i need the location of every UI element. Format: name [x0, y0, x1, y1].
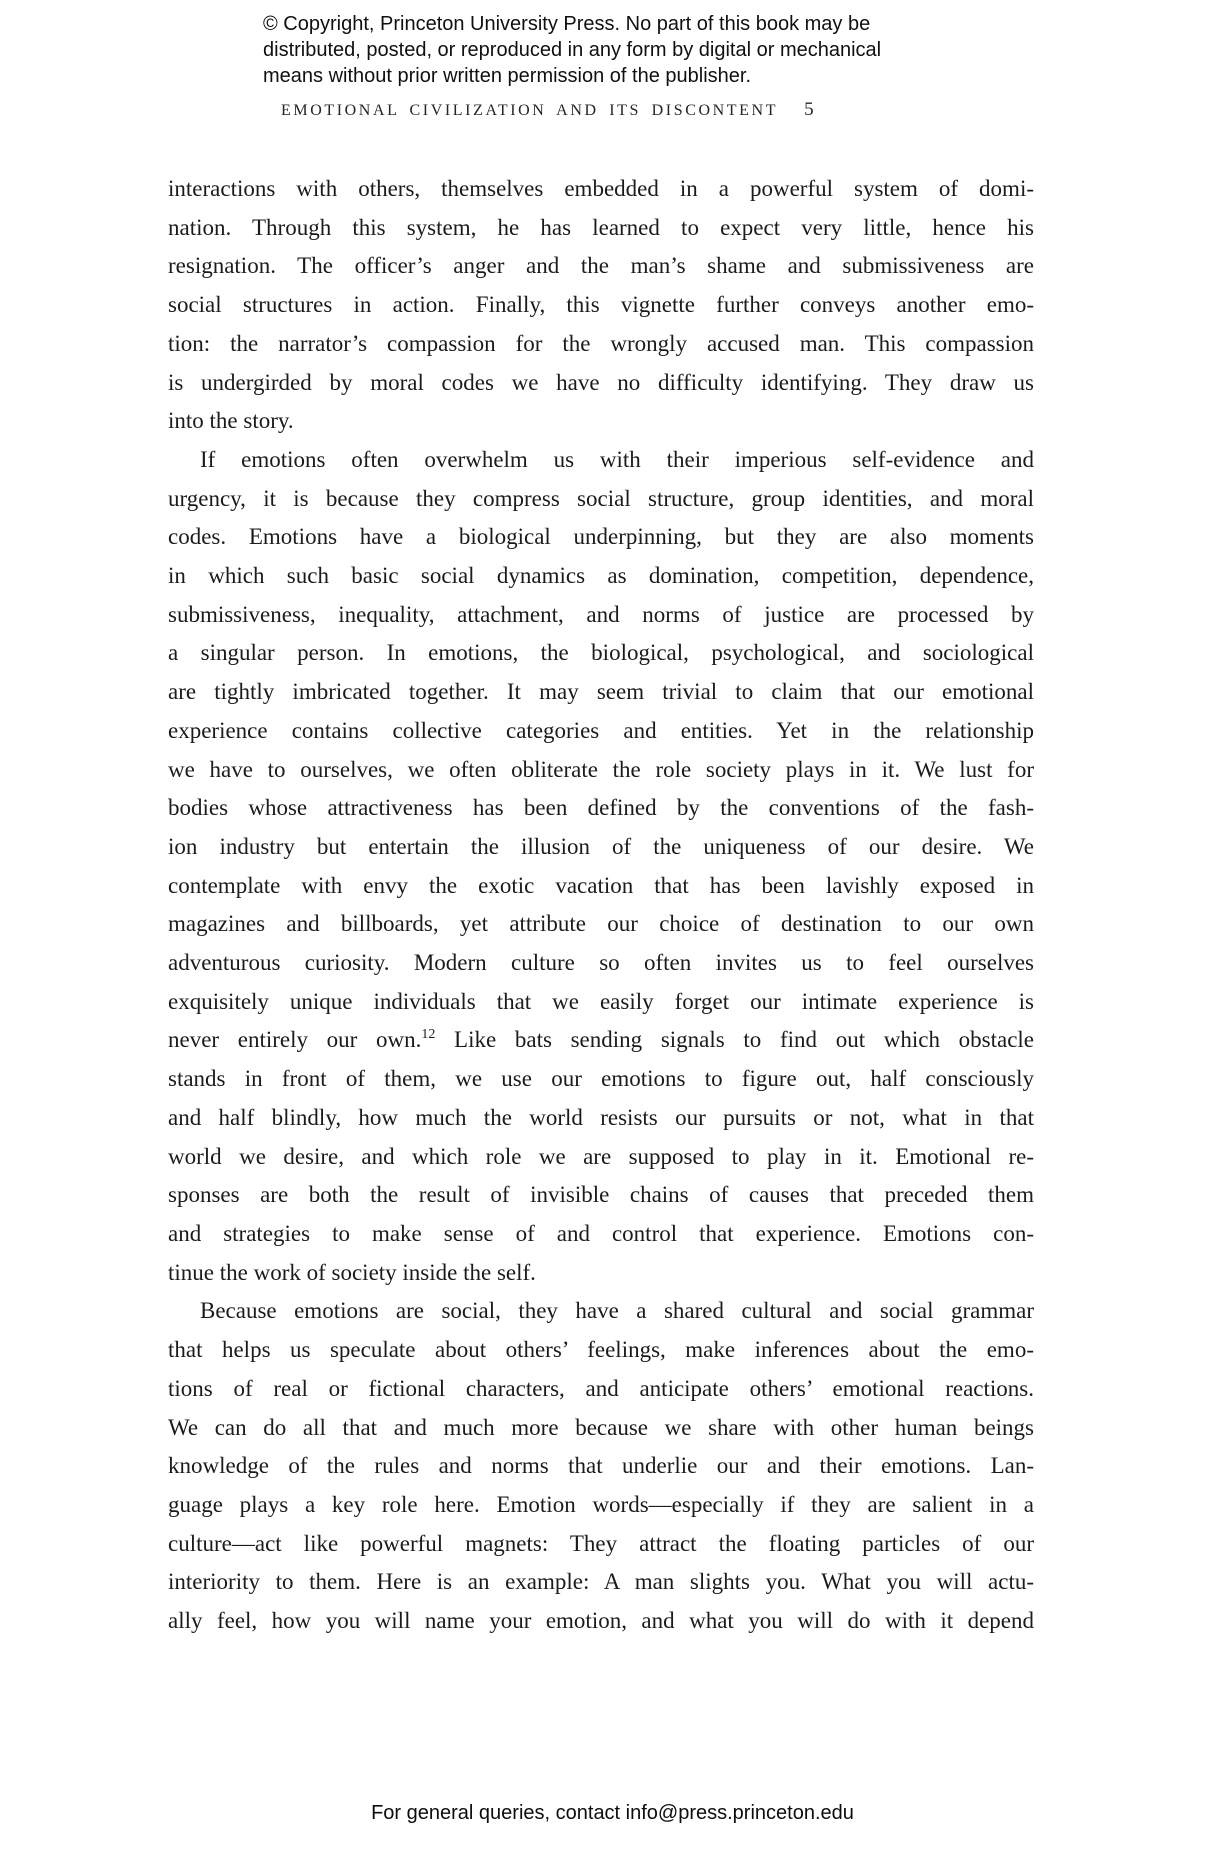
text-line: submissiveness, inequality, attachment, and norms of justice are processed by — [168, 601, 1034, 627]
text-line: in which such basic social dynamics as domination, competition, dependence, — [168, 563, 1034, 589]
text-line: into the story. — [168, 408, 294, 434]
text-line: and strategies to make sense of and control that experience. Emotions con- — [168, 1220, 1034, 1246]
footnote-marker: 12 — [421, 1027, 436, 1043]
text-line: and half blindly, how much the world resists our pursuits or not, what in that — [168, 1104, 1034, 1130]
paragraph — [168, 441, 1034, 1292]
text-line: interactions with others, themselves embedded in a powerful system of domi- — [168, 176, 1034, 201]
text-line: contemplate with envy the exotic vacation that has been lavishly exposed in — [168, 872, 1034, 898]
text-line: We can do all that and much more because we share with other human beings — [168, 1414, 1034, 1440]
text-line: experience contains collective categories and entities. Yet in the relationship — [168, 717, 1034, 743]
text-line: stands in front of them, we use our emotions to figure out, half consciously — [168, 1066, 1034, 1092]
footer-text: For general queries, contact info@press.princeton.edu — [371, 1802, 854, 1824]
running-head-title: EMOTIONAL CIVILIZATION AND ITS DISCONTENT — [281, 102, 779, 119]
text-line: tinue the work of society inside the self. — [168, 1259, 536, 1285]
footer — [0, 1802, 1225, 1825]
copyright-line: © Copyright, Princeton University Press. No part of this book may be — [263, 13, 871, 35]
paragraph — [168, 170, 1034, 441]
text-line: bodies whose attractiveness has been defined by the conventions of the fash- — [168, 795, 1034, 821]
body-text — [168, 170, 1034, 1641]
running-head — [281, 99, 814, 121]
text-line: adventurous curiosity. Modern culture so often invites us to feel ourselves — [168, 950, 1034, 976]
copyright-notice — [263, 11, 881, 89]
text-line: codes. Emotions have a biological underpinning, but they are also moments — [168, 524, 1034, 550]
copyright-line: means without prior written permission of the publisher. — [263, 65, 752, 87]
page-number: 5 — [804, 99, 814, 120]
text-line: interiority to them. Here is an example: A man slights you. What you will actu- — [168, 1569, 1034, 1595]
paragraph — [168, 1292, 1034, 1640]
text-line: is undergirded by moral codes we have no difficulty identifying. They draw us — [168, 369, 1034, 395]
text-line: social structures in action. Finally, this vignette further conveys another emo- — [168, 292, 1034, 318]
text-line: never entirely our own.$^{12}$ Like bats sending signals to find out which obstacle — [168, 1027, 1034, 1053]
text-line: urgency, it is because they compress social structure, group identities, and moral — [168, 485, 1034, 511]
text-line: nation. Through this system, he has learned to expect very little, hence his — [168, 214, 1034, 240]
text-line: guage plays a key role here. Emotion words—especially if they are salient in a — [168, 1491, 1034, 1517]
text-line: tions of real or fictional characters, and anticipate others’ emotional reactions. — [168, 1375, 1034, 1401]
text-line: ally feel, how you will name your emotion, and what you will do with it depend — [168, 1608, 1034, 1634]
text-line: a singular person. In emotions, the biological, psychological, and sociological — [168, 640, 1034, 666]
text-line: that helps us speculate about others’ feelings, make inferences about the emo- — [168, 1337, 1034, 1363]
copyright-line: distributed, posted, or reproduced in any form by digital or mechanical — [263, 39, 882, 61]
text-line: we have to ourselves, we often obliterate the role society plays in it. We lust for — [168, 756, 1034, 782]
text-line: are tightly imbricated together. It may seem trivial to claim that our emotional — [168, 679, 1034, 705]
text-line: resignation. The officer’s anger and the man’s shame and submissiveness are — [168, 253, 1034, 279]
text-line: tion: the narrator’s compassion for the wrongly accused man. This compassion — [168, 330, 1034, 356]
text-line: sponses are both the result of invisible chains of causes that preceded them — [168, 1182, 1034, 1208]
text-line: culture—act like powerful magnets: They attract the floating particles of our — [168, 1530, 1034, 1556]
text-line: If emotions often overwhelm us with their imperious self-evidence and — [200, 446, 1034, 472]
text-line: magazines and billboards, yet attribute our choice of destination to our own — [168, 911, 1034, 937]
text-line: Because emotions are social, they have a shared cultural and social grammar — [200, 1298, 1034, 1324]
text-line: knowledge of the rules and norms that underlie our and their emotions. Lan- — [168, 1453, 1034, 1479]
text-line: exquisitely unique individuals that we easily forget our intimate experience is — [168, 988, 1034, 1014]
text-line: world we desire, and which role we are supposed to play in it. Emotional re- — [168, 1143, 1034, 1169]
text-line: ion industry but entertain the illusion of the uniqueness of our desire. We — [168, 833, 1034, 859]
